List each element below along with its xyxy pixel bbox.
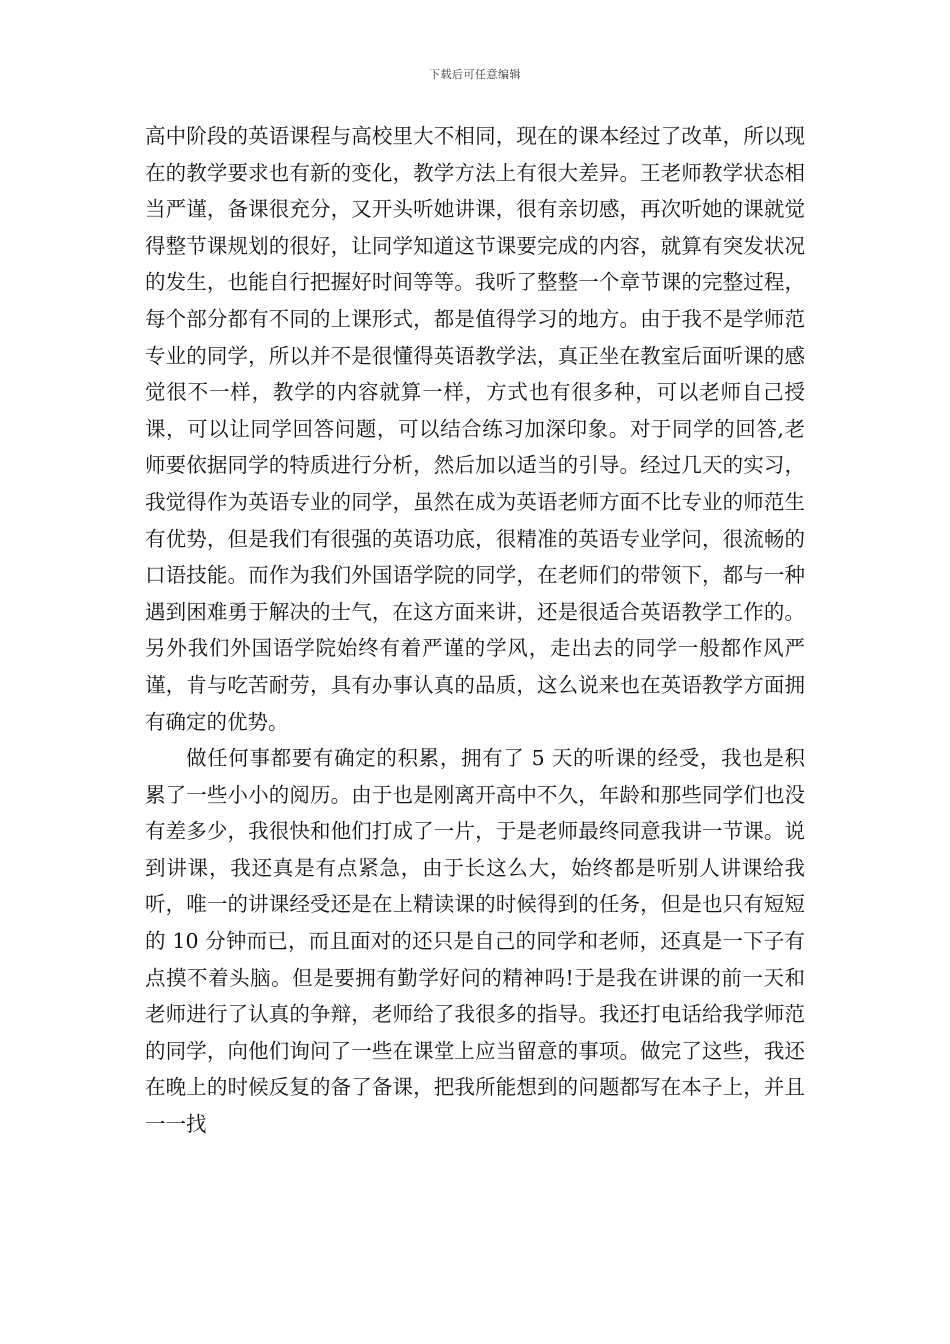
paragraph-2: 做任何事都要有确定的积累，拥有了 5 天的听课的经受，我也是积累了一些小小的阅历。由于也是刚离开高中不久，年龄和那些同学们也没有差多少，我很快和他们打成了一片，于是老师最终同意我讲一节课。说到讲课，我还真是有点紧急，由于长这么大，始终都是听别人讲课给我听，唯一的讲课经受还是在上精读课的时候得到的任务，但是也只有短短的 10 分钟而已，而且面对的还只是自己的同学和老师，还真是一下子有点摸不着头脑。但是要拥有勤学好问的精神吗!于是我在讲课的前一天和老师进行了认真的争辩，老师给了我很多的指导。我还打电话给我学师范的同学，向他们询问了一些在课堂上应当留意的事项。做完了这些，我还在晚上的时候反复的备了备课，把我所能想到的问题都写在本子上，并且一一找: [145, 746, 805, 1137]
paragraph-1: 高中阶段的英语课程与高校里大不相同，现在的课本经过了改革，所以现在的教学要求也有新的变化，教学方法上有很大差异。王老师教学状态相当严谨，备课很充分，又开头听她讲课，很有亲切感，再次听她的课就觉得整节课规划的很好，让同学知道这节课要完成的内容，就算有突发状况的发生，也能自行把握好时间等等。我听了整整一个章节课的完整过程，每个部分都有不同的上课形式，都是值得学习的地方。由于我不是学师范专业的同学，所以并不是很懂得英语教学法，真正坐在教室后面听课的感觉很不一样，教学的内容就算一样，方式也有很多种，可以老师自己授课，可以让同学回答问题，可以结合练习加深印象。对于同学的回答,老师要依据同学的特质进行分析，然后加以适当的引导。经过几天的实习，我觉得作为英语专业的同学，虽然在成为英语老师方面不比专业的师范生有优势，但是我们有很强的英语功底，很精准的英语专业学问，很流畅的口语技能。而作为我们外国语学院的同学，在老师们的带领下，都与一种遇到困难勇于解决的士气，在这方面来讲，还是很适合英语教学工作的。另外我们外国语学院始终有着严谨的学风，走出去的同学一般都作风严谨，肯与吃苦耐劳，具有办事认真的品质，这么说来也在英语教学方面拥有确定的优势。: [145, 124, 805, 734]
document-body: [145, 118, 805, 1143]
page-header: 下载后可任意编辑: [429, 68, 521, 81]
